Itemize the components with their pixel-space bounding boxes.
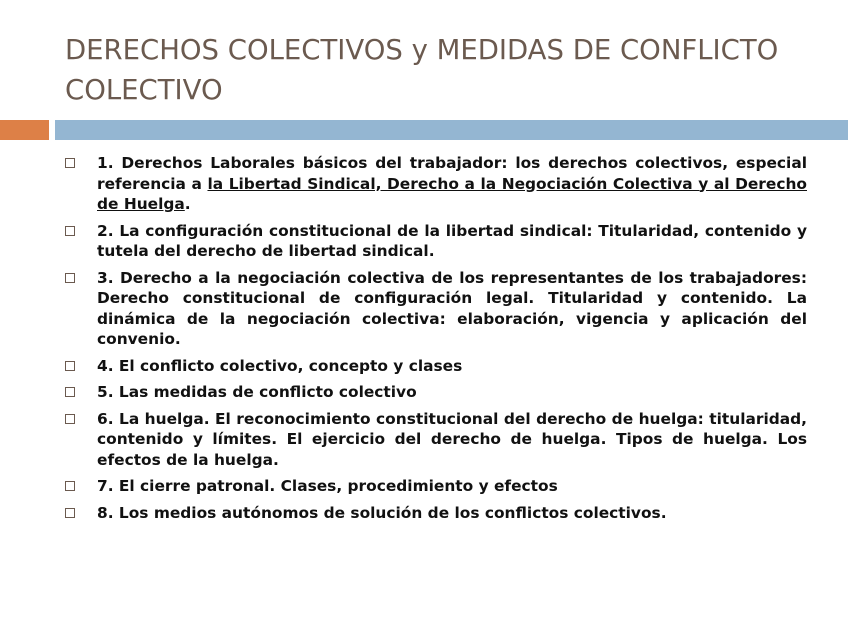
item-text: 6. La huelga. El reconocimiento constitucional del derecho de huelga: titularidad, contenido y límites. El ejercicio del derecho de huelga. Tipos de huelga. Los efectos de la huelga. (97, 409, 807, 469)
item-text: 1. Derechos Laborales básicos del trabajador: los derechos colectivos, especial referencia a (97, 154, 807, 193)
list-item (65, 221, 807, 262)
item-text: 5. Las medidas de conflicto colectivo (97, 383, 417, 401)
accent-bar-orange (0, 120, 49, 140)
item-text: 2. La configuración constitucional de la libertad sindical: Titularidad, contenido y tutela del derecho de libertad sindical. (97, 221, 807, 260)
item-text: 4. El conflicto colectivo, concepto y clases (97, 356, 463, 375)
list-item (65, 476, 807, 497)
square-bullet-icon (65, 356, 97, 371)
item-text: 7. El cierre patronal. Clases, procedimiento y efectos (97, 477, 558, 495)
underlined-text: la Libertad Sindical, Derecho a la Negociación Colectiva y al Derecho de Huelga (97, 174, 807, 213)
square-bullet-icon (65, 503, 97, 518)
square-bullet-icon (65, 409, 97, 424)
slide-title: DERECHOS COLECTIVOS y MEDIDAS DE CONFLICTO COLECTIVO (65, 34, 779, 106)
list-item (65, 268, 807, 350)
bullet-list (65, 153, 807, 529)
accent-bar-blue (55, 120, 848, 140)
square-bullet-icon (65, 221, 97, 236)
square-bullet-icon (65, 153, 97, 168)
list-item (65, 382, 807, 403)
list-item (65, 356, 807, 377)
item-text: 3. Derecho a la negociación colectiva de los representantes de los trabajadores: Derecho constitucional de configuración legal. Titularidad y contenido. La dinámica de la negociación colectiva: elaboración, vigencia y aplicación del convenio. (97, 268, 807, 348)
list-item (65, 503, 807, 524)
square-bullet-icon (65, 382, 97, 397)
item-text-end: . (184, 195, 191, 213)
list-item (65, 409, 807, 471)
list-item (65, 153, 807, 215)
item-text: 8. Los medios autónomos de solución de los conflictos colectivos. (97, 503, 667, 522)
square-bullet-icon (65, 476, 97, 491)
square-bullet-icon (65, 268, 97, 283)
